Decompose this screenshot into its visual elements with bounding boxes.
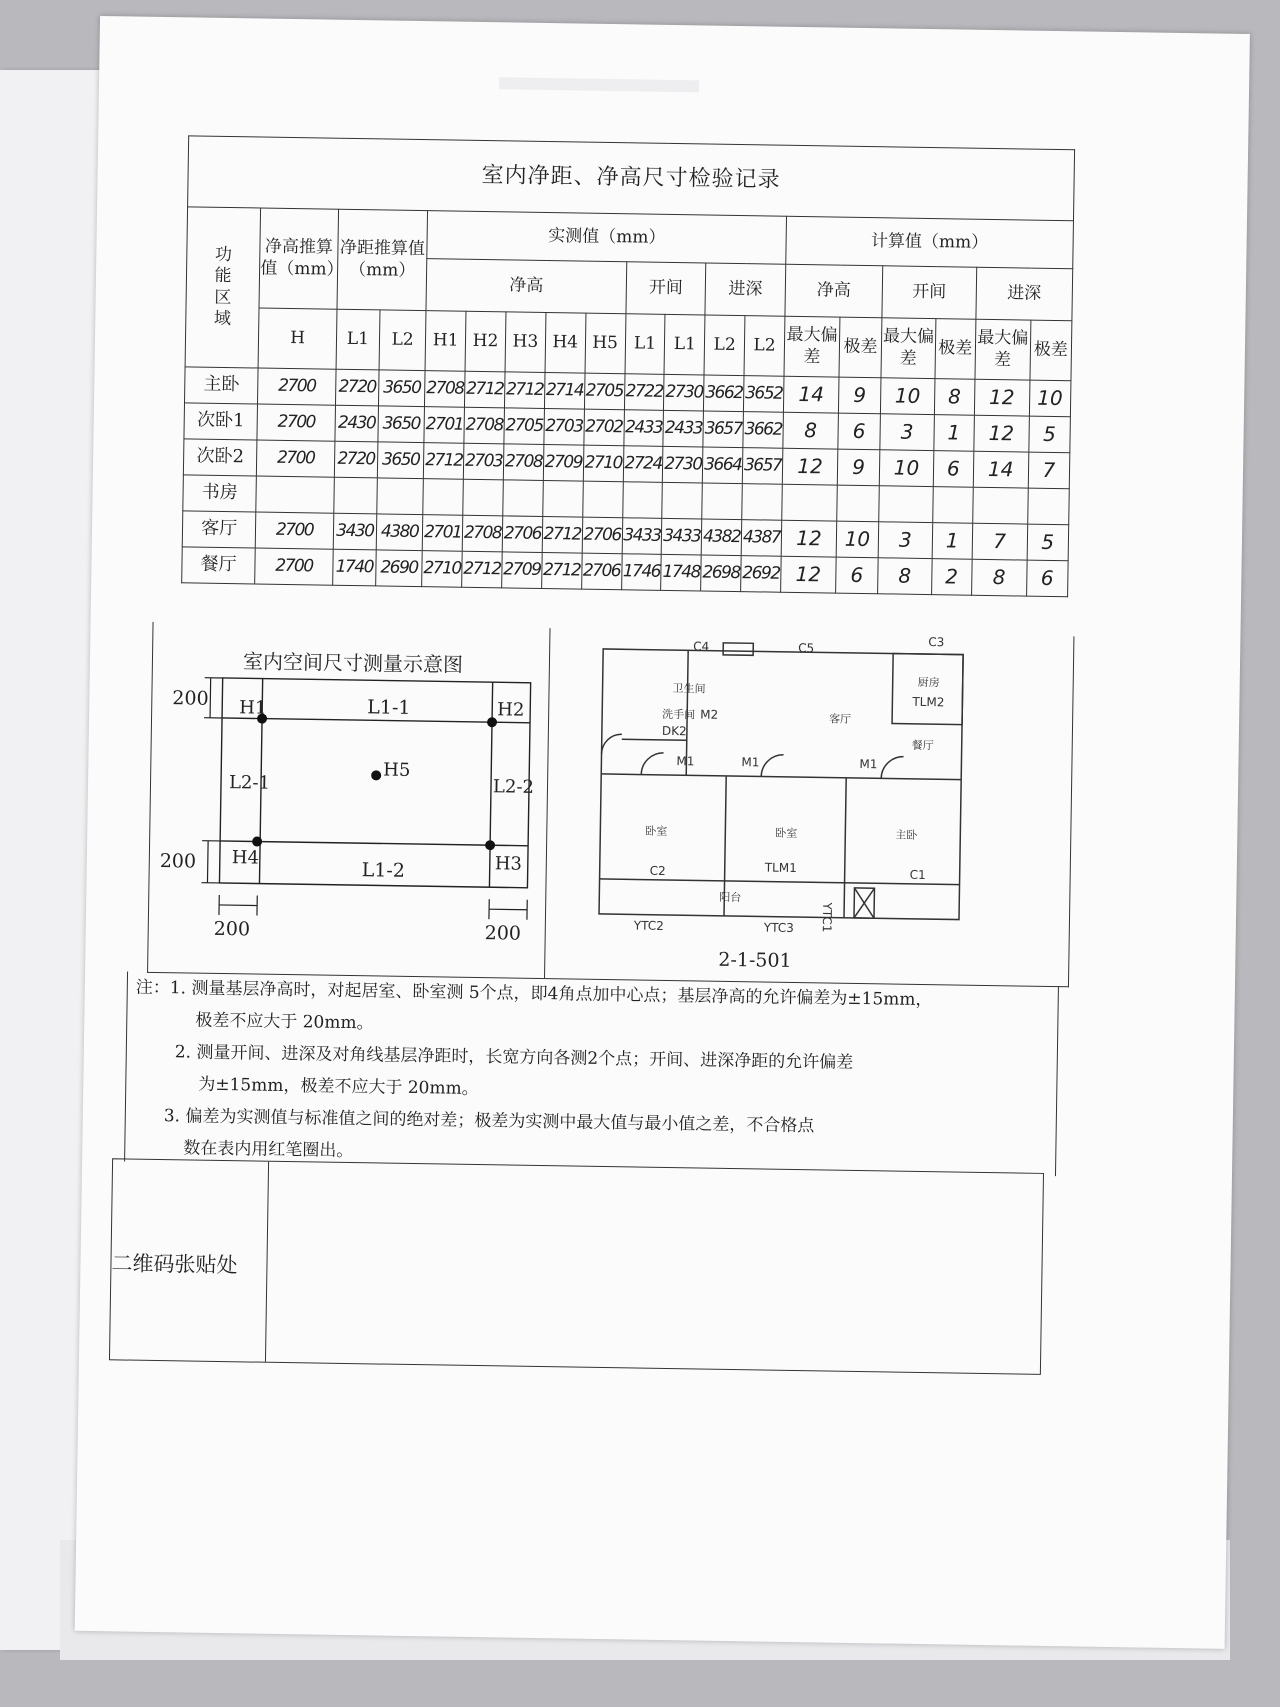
col-range-height: 极差 [839,317,882,378]
door-swing [602,734,622,754]
table-cell: 8 [783,412,839,449]
room-bed-left: 卧室 [645,824,668,838]
label-l2-1: L2-1 [228,772,271,794]
dim-line-top [210,678,211,718]
measurement-diagram [148,622,549,978]
col-l1: L1 [336,309,380,370]
table-cell: 5 [1027,524,1069,561]
header-calc-depth: 进深 [976,267,1073,321]
table-cell: 2712 [504,372,544,409]
inspection-record-page [75,16,1250,1649]
code-c5: C5 [798,641,815,656]
record-table [181,135,1075,597]
table-cell [582,481,622,518]
label-l1-2: L1-2 [361,859,406,882]
plan-wall [601,774,961,780]
row-area-label: 主卧 [185,367,259,404]
label-h3: H3 [494,853,523,875]
table-cell: 2710 [583,445,623,482]
table-cell: 2701 [422,515,462,552]
notes-section [124,972,1059,1177]
table-cell [503,480,543,517]
room-kitchen: 厨房 [917,675,940,690]
table-cell: 2730 [664,374,704,411]
col-max-dev-bay: 最大偏差 [881,318,936,379]
label-h2: H2 [497,699,525,721]
door-swing [761,754,783,776]
table-cell: 2714 [544,372,584,409]
table-cell: 10 [880,378,934,415]
table-cell: 2712 [465,371,505,408]
line-l1-2 [220,841,528,846]
header-measured: 实测值（mm） [427,211,786,265]
table-cell: 1746 [621,554,661,591]
table-cell: 2705 [584,373,624,410]
table-cell: 2720 [334,441,378,478]
table-cell: 10 [836,521,879,558]
code-m1-b: M1 [741,755,760,770]
table-cell: 3652 [744,376,784,413]
table-cell: 6 [836,557,879,594]
table-cell: 2700 [255,512,333,549]
dim-line-bottom-left [219,905,257,906]
table-cell: 12 [974,415,1030,452]
dim-line-bottom-right [489,909,527,910]
table-cell: 3662 [704,375,744,412]
table-cell: 2712 [542,516,582,553]
table-cell [377,478,424,515]
table-cell: 2433 [623,410,663,447]
header-area-char: 域 [213,308,232,329]
table-cell: 1748 [661,554,701,591]
table-cell: 2433 [663,410,703,447]
table-cell: 2709 [502,552,542,589]
code-c4: C4 [693,639,710,654]
row-area-label: 书房 [183,475,257,512]
diagram-section [147,622,1074,987]
table-cell: 14 [783,376,839,413]
table-cell: 12 [781,520,837,557]
table-cell: 2702 [584,409,624,446]
col-range-depth: 极差 [1030,320,1072,381]
plan-wall [622,739,687,740]
table-cell [1027,488,1069,525]
code-dk2: DK2 [661,723,687,739]
row-area-label: 客厅 [182,511,256,548]
table-cell: 10 [879,450,933,487]
dim-label-left: 200 [159,850,197,873]
door-swing [881,756,903,778]
table-cell [702,483,742,520]
code-tlm2: TLM2 [912,694,945,710]
table-cell: 4387 [741,520,781,557]
table-cell: 2 [931,559,971,596]
code-c1: C1 [909,867,926,883]
table-cell: 2708 [425,371,465,408]
table-cell: 2690 [376,550,423,587]
table-cell [662,482,702,519]
table-cell [879,486,933,523]
table-cell: 8 [878,558,932,595]
table-cell: 2730 [663,446,703,483]
col-h1: H1 [425,311,466,372]
point-h3 [485,840,495,850]
code-ytc3: YTC3 [763,920,794,935]
shaft-box [723,643,753,655]
label-h4: H4 [231,847,260,869]
table-cell: 8 [934,379,974,416]
floor-plan [558,628,1063,956]
table-cell: 3662 [743,412,783,449]
table-cell: 3 [878,522,932,559]
table-cell: 1 [934,415,974,452]
point-h5 [371,770,381,780]
code-m2: M2 [700,707,719,722]
header-calc-bay: 开间 [882,266,977,319]
room-balcony: 阳台 [719,890,742,905]
dim-label-bottom-right: 200 [484,922,522,945]
note-line: 为±15mm，极差不应大于 20mm。 [198,1074,479,1100]
col-l2: L2 [379,310,426,371]
note-line: 3. 偏差为实测值与标准值之间的绝对差；极差为实测中最大值与最小值之差，不合格点 [163,1106,815,1137]
table-cell: 2692 [741,556,781,593]
plan-label: 2-1-501 [718,948,792,972]
qr-label-cell [110,1159,269,1361]
point-h2 [487,717,497,727]
plan-wall [844,778,846,918]
table-cell: 1 [932,523,972,560]
table-cell: 2430 [335,405,379,442]
table-cell: 6 [838,413,881,450]
dim-label-bottom-left: 200 [213,917,251,941]
table-cell: 2708 [503,444,543,481]
code-tlm1: TLM1 [764,860,797,876]
col-bay-l1a: L1 [625,314,666,375]
col-max-dev-height: 最大偏差 [784,316,840,377]
plan-outline [599,649,963,920]
col-h3: H3 [505,312,546,373]
note-line: 2. 测量开间、进深及对角线基层净距时，长宽方向各测2个点；开间、进深净距的允许偏差 [174,1042,854,1073]
code-c2: C2 [649,863,666,878]
dim-line-left [207,841,208,883]
table-cell: 2722 [624,374,664,411]
header-area-char: 功 [214,244,233,266]
table-cell: 3430 [333,513,377,550]
table-cell: 14 [973,451,1029,488]
table-cell: 2700 [257,404,335,441]
table-cell: 2710 [422,551,462,588]
header-calc-net-height: 净高 [785,264,883,318]
note-line: 极差不应大于 20mm。 [195,1010,374,1034]
table-cell [543,480,583,517]
table-cell: 2720 [335,369,379,406]
table-cell: 2706 [582,517,622,554]
table-cell: 2706 [502,516,542,553]
header-computed: 计算值（mm） [786,216,1074,269]
table-cell: 2708 [462,515,502,552]
col-h4: H4 [545,313,586,374]
table-cell: 2700 [255,548,333,585]
table-cell: 7 [972,523,1028,560]
room-wash: 洗手间 [662,707,696,722]
table-cell: 4380 [376,514,423,551]
balcony-wall [600,879,960,885]
row-area-label: 次卧2 [183,439,257,476]
table-cell: 3657 [742,448,782,485]
table-cell: 12 [782,448,838,485]
table-cell: 2703 [544,408,584,445]
table-cell: 3650 [378,370,425,407]
table-cell: 2701 [424,407,464,444]
note-line: 注：1. 测量基层净高时，对起居室、卧室测 5个点，即4角点加中心点；基层净高的允许偏差为±15mm， [135,977,933,1011]
table-cell [423,479,463,516]
table-cell: 3 [880,414,934,451]
table-cell: 3650 [377,442,424,479]
table-cell [837,485,880,522]
table-cell: 9 [838,377,881,414]
table-cell: 5 [1028,416,1070,453]
table-cell: 2724 [623,446,663,483]
header-area [185,207,261,368]
table-cell [463,479,503,516]
table-cell: 3650 [378,406,425,443]
note-line: 数在表内用红笔圈出。 [183,1138,354,1162]
table-cell: 12 [974,379,1030,416]
room-bath: 卫生间 [672,682,706,696]
table-cell: 2708 [464,407,504,444]
table-cell: 3433 [622,518,662,555]
table-cell [256,476,334,513]
room-living: 客厅 [829,712,852,726]
table-cell: 2700 [258,368,336,405]
table-cell: 2712 [462,551,502,588]
table-cell [622,482,662,519]
label-h5: H5 [383,759,411,781]
table-cell: 2700 [257,440,335,477]
col-bay-l1b: L1 [664,314,705,375]
table-title: 室内净距、净高尺寸检验记录 [188,136,1075,221]
header-net-height: 净高 [426,259,626,314]
label-h1: H1 [239,697,267,719]
col-h2: H2 [465,311,506,372]
table-cell [933,487,973,524]
table-cell: 2698 [701,555,741,592]
room-master: 主卧 [895,828,918,842]
dim-label-top: 200 [172,687,209,710]
header-l-calc: 净距推算值（mm） [337,209,428,310]
table-cell: 3664 [703,447,743,484]
table-cell: 12 [781,556,837,593]
col-range-bay: 极差 [935,319,976,380]
room-dining: 餐厅 [911,738,934,753]
code-m1-a: M1 [676,754,695,769]
code-ytc1: YTC1 [819,902,835,933]
header-h-calc: 净高推算值（mm） [259,208,338,309]
col-max-dev-depth: 最大偏差 [975,319,1031,380]
table-cell [742,484,782,521]
label-l1-1: L1-1 [367,696,411,719]
header-depth: 进深 [705,263,786,316]
diagram-title: 室内空间尺寸测量示意图 [242,649,464,677]
table-cell [972,487,1028,524]
header-area-char: 区 [214,287,232,308]
table-cell: 4382 [701,519,741,556]
door-swing [641,753,663,775]
room-bed-mid: 卧室 [775,826,798,841]
table-cell: 6 [933,451,973,488]
col-h: H [258,308,337,369]
table-cell [782,484,838,521]
qr-label: 二维码张贴处 [111,1251,238,1278]
table-cell: 3657 [703,411,743,448]
record-table-wrap [181,135,1075,597]
table-cell: 10 [1029,380,1071,417]
faint-header-mark [499,77,699,92]
code-ytc2: YTC2 [633,918,664,933]
code-c3: C3 [928,635,945,650]
col-depth-l2a: L2 [704,315,745,376]
col-h5: H5 [585,313,626,374]
table-cell: 2712 [541,552,581,589]
code-m1-c: M1 [859,756,878,772]
table-cell [334,477,378,514]
table-cell: 9 [837,449,880,486]
table-cell: 1740 [333,549,377,586]
qr-section [109,1158,1044,1375]
table-cell: 2705 [504,408,544,445]
table-cell: 2712 [424,443,464,480]
label-l2-2: L2-2 [492,776,535,798]
table-cell: 7 [1028,452,1070,489]
table-body [182,367,1071,597]
table-cell: 6 [1026,560,1068,597]
table-cell: 3433 [662,518,702,555]
row-area-label: 餐厅 [182,547,256,584]
row-area-label: 次卧1 [184,403,258,440]
header-bay: 开间 [626,262,707,315]
table-cell: 2709 [543,444,583,481]
col-depth-l2b: L2 [744,316,785,377]
table-cell: 2706 [581,553,621,590]
table-cell: 2703 [463,443,503,480]
table-cell: 8 [971,559,1027,596]
header-area-char: 能 [214,266,232,287]
line-l1-1 [222,718,530,723]
